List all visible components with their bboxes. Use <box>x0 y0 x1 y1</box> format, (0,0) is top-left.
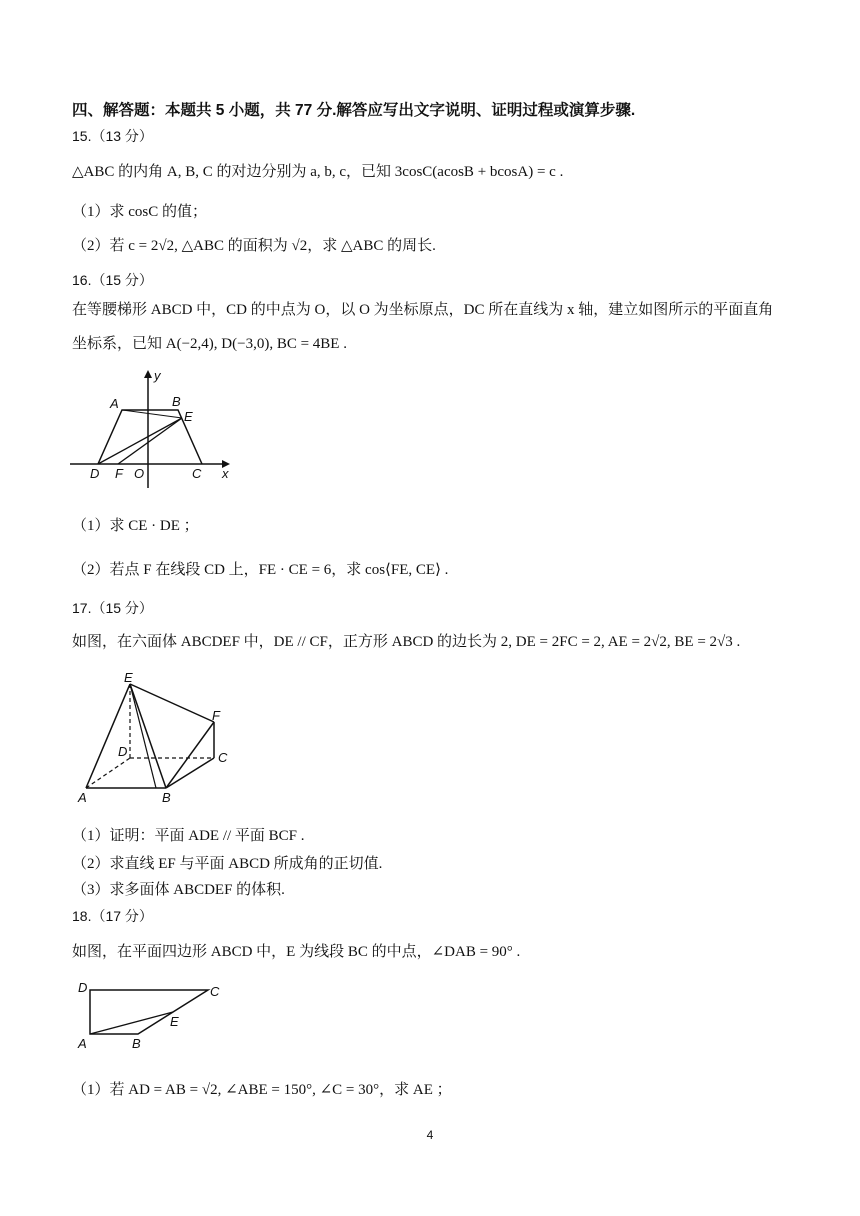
problem-17-number: 17.（15 分） <box>72 600 153 616</box>
label-c: C <box>192 466 202 481</box>
label-b: B <box>162 790 171 805</box>
problem-15-number: 15.（13 分） <box>72 128 153 144</box>
problem-15-part-1: （1）求 cosC 的值； <box>72 204 208 220</box>
section-heading: 四、解答题：本题共 5 小题，共 77 分.解答应写出文字说明、证明过程或演算步骤. <box>72 102 636 119</box>
label-c: C <box>210 984 220 999</box>
problem-16-part-2: （2）若点 F 在线段 CD 上，FE · CE = 6，求 cos⟨FE, CE⟩ . <box>72 562 449 578</box>
problem-17-part-2: （2）求直线 EF 与平面 ABCD 所成角的正切值. <box>72 856 383 872</box>
label-e: E <box>184 409 193 424</box>
problem-16-stem-line-1: 在等腰梯形 ABCD 中，CD 的中点为 O，以 O 为坐标原点，DC 所在直线为 x 轴，建立如图所示的平面直角 <box>72 302 774 318</box>
problem-18-part-1: （1）若 AD = AB = √2, ∠ABE = 150°, ∠C = 30°，求 AE ； <box>72 1082 452 1098</box>
label-d: D <box>118 744 128 759</box>
label-b: B <box>132 1036 141 1051</box>
y-axis-arrow-icon <box>144 370 152 378</box>
label-f: F <box>115 466 123 481</box>
label-d: D <box>90 466 100 481</box>
label-e: E <box>170 1014 179 1029</box>
problem-16-number: 16.（15 分） <box>72 272 153 288</box>
label-x: x <box>222 466 229 481</box>
problem-17-part-1: （1）证明：平面 ADE // 平面 BCF . <box>72 828 305 844</box>
problem-17-part-3: （3）求多面体 ABCDEF 的体积. <box>72 882 285 898</box>
problem-16-stem-line-2: 坐标系，已知 A(−2,4), D(−3,0), BC = 4BE . <box>72 336 347 352</box>
label-e: E <box>124 670 133 685</box>
segment-de <box>98 418 182 464</box>
problem-18-number: 18.（17 分） <box>72 908 153 924</box>
label-a: A <box>78 790 87 805</box>
segment-fe <box>118 418 182 464</box>
label-a: A <box>110 396 119 411</box>
page-number: 4 <box>426 1128 434 1142</box>
label-o: O <box>134 466 145 481</box>
label-c: C <box>218 750 228 765</box>
label-y: y <box>154 368 161 383</box>
hexahedron-figure <box>72 670 242 806</box>
problem-16-part-1: （1）求 CE · DE ； <box>72 518 199 534</box>
label-d: D <box>78 980 88 995</box>
label-a: A <box>78 1036 87 1051</box>
problem-15-part-2: （2）若 c = 2√2, △ABC 的面积为 √2，求 △ABC 的周长. <box>72 238 436 254</box>
label-b: B <box>172 394 181 409</box>
problem-17-stem: 如图，在六面体 ABCDEF 中，DE // CF，正方形 ABCD 的边长为 2, DE = 2FC = 2, AE = 2√2, BE = 2√3 . <box>72 634 741 650</box>
segment-ae <box>122 410 182 418</box>
trapezoid-coordinate-figure <box>66 366 246 494</box>
label-f: F <box>212 708 220 723</box>
problem-18-stem: 如图，在平面四边形 ABCD 中，E 为线段 BC 的中点，∠DAB = 90° . <box>72 944 521 960</box>
problem-15-stem: △ABC 的内角 A, B, C 的对边分别为 a, b, c，已知 3cosC(acosB + bcosA) = c . <box>72 164 564 180</box>
quadrilateral-figure <box>72 978 232 1052</box>
